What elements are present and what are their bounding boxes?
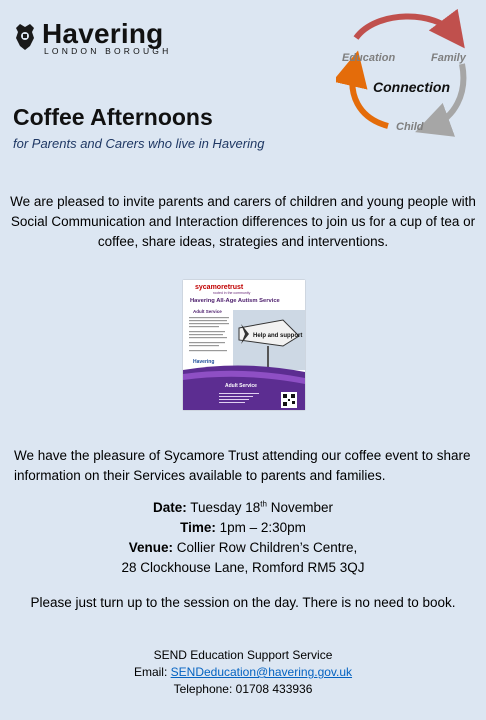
cycle-label-child: Child <box>396 121 424 133</box>
flyer-tagline: rooted in the community <box>213 291 251 295</box>
date-row <box>0 498 486 518</box>
time-value: 1pm – 2:30pm <box>219 520 306 535</box>
flyer-brand: sycamoretrust <box>195 284 244 291</box>
flyer-graphic <box>183 280 305 410</box>
venue-line1: Collier Row Children’s Centre, <box>176 540 358 555</box>
contact-block <box>0 647 486 698</box>
venue-line2: 28 Clockhouse Lane, Romford RM5 3QJ <box>121 560 365 575</box>
email-label: Email: <box>133 665 168 679</box>
date-month: November <box>270 500 334 515</box>
service-name: SEND Education Support Service <box>153 648 333 662</box>
cycle-label-education: Education <box>342 52 396 64</box>
time-row <box>0 518 486 538</box>
date-value: Tuesday 18 <box>190 500 261 515</box>
time-label: Time: <box>180 520 216 535</box>
venue-row <box>0 538 486 558</box>
logo-subtitle: LONDON BOROUGH <box>44 46 172 56</box>
connection-cycle-graphic <box>336 4 476 138</box>
date-label: Date: <box>152 500 187 515</box>
crest-icon <box>12 22 38 52</box>
flyer-section: Adult Service <box>193 309 222 314</box>
cycle-center-label: Connection <box>373 79 450 95</box>
phone-row <box>0 681 486 698</box>
flyer-footer-banner: Adult Service <box>225 383 257 389</box>
venue-label: Venue: <box>128 540 173 555</box>
intro-paragraph: We are pleased to invite parents and carers of children and young people with Social Communication and Interaction differences to join us for a cup of tea or coffee, share ideas, strategies and interventions. <box>10 194 476 249</box>
date-suffix: th <box>260 499 267 509</box>
flyer-sign-text: Help and support <box>253 333 303 339</box>
arrow-right <box>432 64 463 126</box>
flyer-partner: Havering <box>193 359 215 365</box>
event-details <box>0 498 486 578</box>
arrow-top <box>356 16 454 38</box>
cycle-label-family: Family <box>431 52 466 64</box>
havering-logo <box>12 18 182 62</box>
logo-name: Havering <box>42 18 164 49</box>
email-link[interactable]: SENDeducation@havering.gov.uk <box>170 665 353 679</box>
turn-up-note: Please just turn up to the session on the day. There is no need to book. <box>30 595 456 610</box>
flyer-heading: Havering All-Age Autism Service <box>190 298 280 304</box>
sycamore-paragraph: We have the pleasure of Sycamore Trust attending our coffee event to share information on their Services available to parents and families. <box>14 448 471 483</box>
arrow-left <box>352 68 388 126</box>
phone-value: 01708 433936 <box>235 682 313 696</box>
email-row <box>0 664 486 681</box>
page-title: Coffee Afternoons <box>13 104 213 130</box>
phone-label: Telephone: <box>173 682 233 696</box>
sycamore-flyer-image <box>183 280 305 410</box>
page-subtitle: for Parents and Carers who live in Havering <box>13 136 265 151</box>
